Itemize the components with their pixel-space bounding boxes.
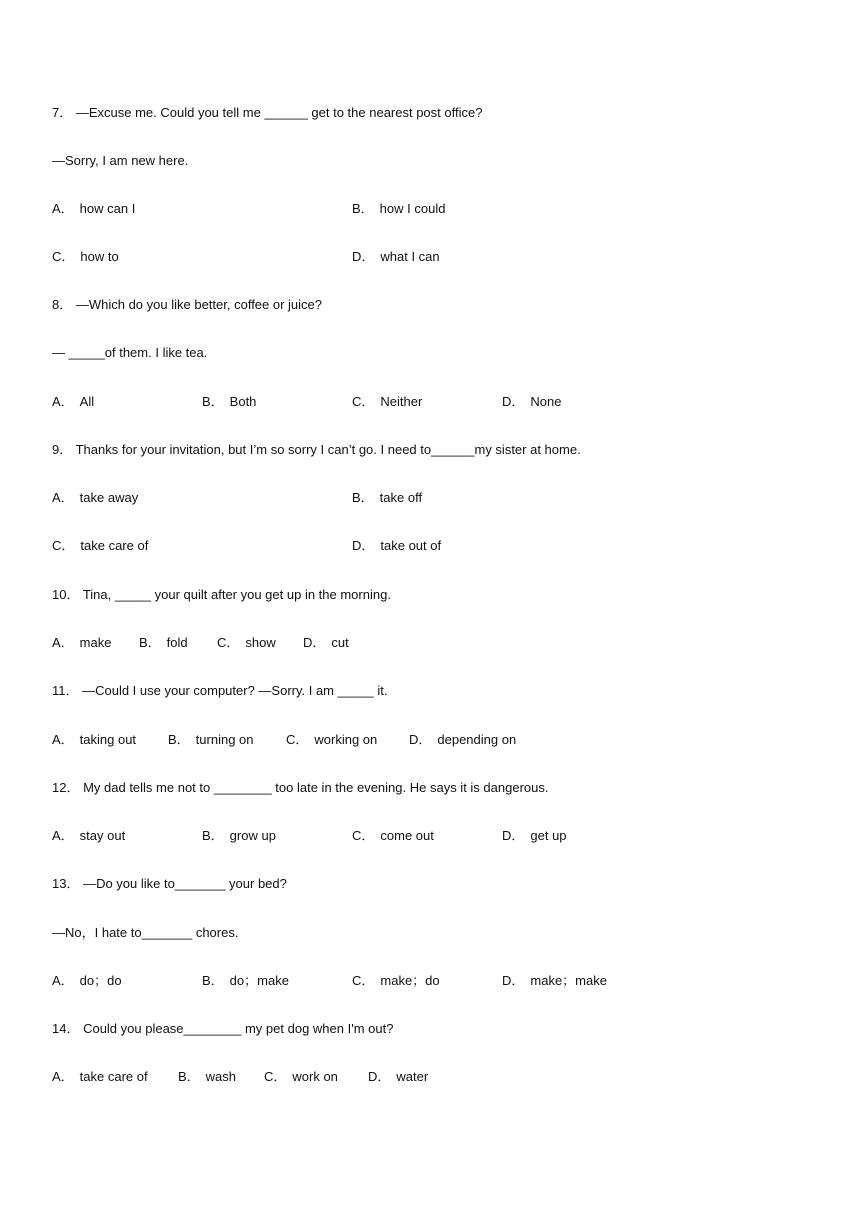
question-14-option-a xyxy=(52,1069,148,1085)
option-letter: A． xyxy=(52,394,74,409)
question-12-option-d xyxy=(502,828,567,844)
option-letter: B． xyxy=(352,201,374,216)
question-8-option-a xyxy=(52,394,94,410)
question-10-option-b xyxy=(139,635,188,651)
option-text: stay out xyxy=(79,828,126,843)
option-letter: D． xyxy=(502,973,525,988)
question-11-option-c xyxy=(286,732,377,748)
option-letter: A． xyxy=(52,201,74,216)
option-letter: B． xyxy=(202,973,224,988)
option-letter: A． xyxy=(52,490,74,505)
option-letter: B． xyxy=(178,1069,200,1084)
question-14-option-c xyxy=(264,1069,338,1085)
option-text: take away xyxy=(79,490,139,505)
question-14-option-d xyxy=(368,1069,428,1085)
option-letter: D． xyxy=(502,828,525,843)
option-letter: C． xyxy=(264,1069,287,1084)
question-7-option-d xyxy=(352,249,440,265)
question-13-option-b xyxy=(202,973,289,989)
option-text: Neither xyxy=(380,394,423,409)
option-text: taking out xyxy=(79,732,137,747)
option-text: fold xyxy=(166,635,188,650)
question-8-option-d xyxy=(502,394,561,410)
question-7-option-a xyxy=(52,201,135,217)
question-10-option-c xyxy=(217,635,276,651)
option-text: how I could xyxy=(379,201,446,216)
question-12-option-b xyxy=(202,828,276,844)
question-13-stem: 13． —Do you like to_______ your bed? xyxy=(52,876,287,891)
option-letter: C． xyxy=(286,732,309,747)
option-letter: D． xyxy=(409,732,432,747)
question-10-option-a xyxy=(52,635,111,651)
option-text: work on xyxy=(292,1069,338,1084)
option-text: show xyxy=(245,635,276,650)
option-letter: B． xyxy=(352,490,374,505)
option-text: take out of xyxy=(380,538,442,553)
question-12-option-a xyxy=(52,828,125,844)
option-text: what I can xyxy=(380,249,440,264)
option-letter: B． xyxy=(168,732,190,747)
question-7-stem: 7． —Excuse me. Could you tell me ______ get to the nearest post office? xyxy=(52,105,483,120)
question-13-option-a xyxy=(52,973,122,989)
question-9-stem: 9． Thanks for your invitation, but I’m so sorry I can’t go. I need to______my sister at home. xyxy=(52,442,581,457)
option-letter: C． xyxy=(217,635,240,650)
option-letter: A． xyxy=(52,635,74,650)
question-13-reply: —No，I hate to_______ chores. xyxy=(52,925,239,940)
question-9-option-b xyxy=(352,490,422,506)
option-text: make xyxy=(79,635,112,650)
question-13-option-c xyxy=(352,973,440,989)
option-text: come out xyxy=(380,828,434,843)
option-text: turning on xyxy=(195,732,254,747)
option-letter: C． xyxy=(352,828,375,843)
question-9-option-a xyxy=(52,490,138,506)
question-11-stem: 11． —Could I use your computer? —Sorry. I am _____ it. xyxy=(52,683,388,698)
option-letter: C． xyxy=(52,538,75,553)
question-7-option-c xyxy=(52,249,119,265)
option-text: Both xyxy=(229,394,257,409)
option-letter: B． xyxy=(139,635,161,650)
option-letter: D． xyxy=(368,1069,391,1084)
question-10-stem: 10． Tina, _____ your quilt after you get up in the morning. xyxy=(52,587,391,602)
question-7-option-b xyxy=(352,201,445,217)
option-letter: A． xyxy=(52,1069,74,1084)
question-12-option-c xyxy=(352,828,434,844)
option-text: take off xyxy=(379,490,423,505)
option-text: depending on xyxy=(437,732,517,747)
option-text: grow up xyxy=(229,828,276,843)
option-letter: C． xyxy=(352,973,375,988)
option-letter: C． xyxy=(52,249,75,264)
option-text: do；do xyxy=(79,973,122,988)
option-text: All xyxy=(79,394,95,409)
option-letter: A． xyxy=(52,732,74,747)
option-text: how can I xyxy=(79,201,136,216)
question-11-option-b xyxy=(168,732,254,748)
option-letter: D． xyxy=(502,394,525,409)
option-text: make；make xyxy=(530,973,607,988)
option-letter: A． xyxy=(52,828,74,843)
option-text: working on xyxy=(314,732,378,747)
question-13-option-d xyxy=(502,973,607,989)
question-11-option-d xyxy=(409,732,516,748)
option-text: wash xyxy=(205,1069,237,1084)
question-8-option-c xyxy=(352,394,422,410)
option-letter: B． xyxy=(202,828,224,843)
option-letter: D． xyxy=(303,635,326,650)
question-7-reply: —Sorry, I am new here. xyxy=(52,153,189,168)
question-14-option-b xyxy=(178,1069,236,1085)
option-text: None xyxy=(530,394,562,409)
option-text: cut xyxy=(331,635,349,650)
question-8-reply: — _____of them. I like tea. xyxy=(52,345,208,360)
option-letter: D． xyxy=(352,249,375,264)
question-14-stem: 14． Could you please________ my pet dog when I'm out? xyxy=(52,1021,394,1036)
option-text: how to xyxy=(80,249,119,264)
option-text: make；do xyxy=(380,973,440,988)
option-text: take care of xyxy=(79,1069,148,1084)
option-text: water xyxy=(396,1069,429,1084)
option-letter: D． xyxy=(352,538,375,553)
option-letter: C． xyxy=(352,394,375,409)
option-text: get up xyxy=(530,828,567,843)
question-10-option-d xyxy=(303,635,349,651)
question-9-option-c xyxy=(52,538,148,554)
question-12-stem: 12． My dad tells me not to ________ too late in the evening. He says it is dangerous. xyxy=(52,780,549,795)
option-letter: B． xyxy=(202,394,224,409)
question-9-option-d xyxy=(352,538,441,554)
option-text: take care of xyxy=(80,538,149,553)
question-8-stem: 8． —Which do you like better, coffee or juice? xyxy=(52,297,323,312)
option-text: do；make xyxy=(229,973,289,988)
question-11-option-a xyxy=(52,732,136,748)
option-letter: A． xyxy=(52,973,74,988)
question-8-option-b xyxy=(202,394,256,410)
